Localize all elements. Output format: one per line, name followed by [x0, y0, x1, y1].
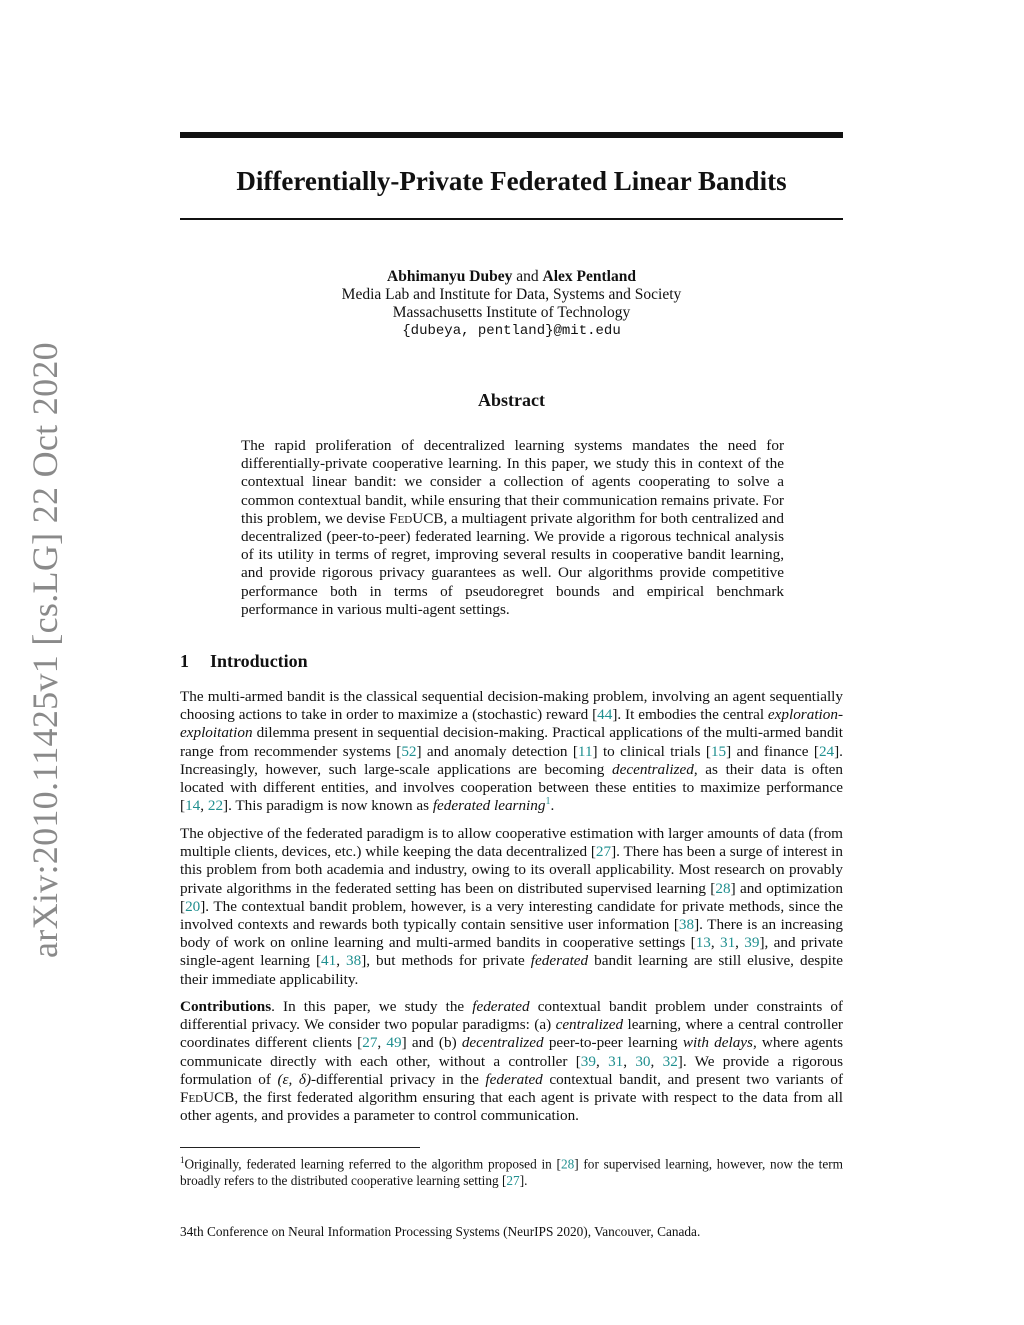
citation-link[interactable]: 41 [321, 952, 337, 970]
citation-link[interactable]: 15 [710, 742, 727, 760]
arxiv-identifier: arXiv:2010.11425v1 [cs.LG] 22 Oct 2020 [25, 342, 65, 958]
contributions-paragraph: Contributions. In this paper, we study the federated contextual bandit problem under constraints of differential privacy. We consider two popular paradigms: (a) centralized learning, where a central controller coordinates different clients [27, 49] and (b) decentralized peer-to-peer learning with delays, where agents communicate directly with each other, without a controller [39, 31, 30, 32]. We provide a rigorous formulation of (ε, δ)-differential privacy in the federated contextual bandit, and present two variants of FedUCB, the first federated algorithm ensuring that each agent is private with respect to the data from all other agents, and provides a parameter to control communication. [180, 998, 844, 1125]
title-rule-bottom [180, 218, 843, 220]
conference-footer: 34th Conference on Neural Information Processing Systems (NeurIPS 2020), Vancouver, Canada. [180, 1224, 701, 1239]
citation-link[interactable]: 22 [207, 797, 224, 815]
citation-link[interactable]: 31 [719, 934, 736, 952]
citation-link[interactable]: 14 [185, 797, 201, 815]
citation-link[interactable]: 24 [818, 742, 835, 760]
citation-link[interactable]: 28 [560, 1156, 575, 1172]
citation-link[interactable]: 39 [744, 934, 760, 952]
abstract-text: The rapid proliferation of decentralized learning systems mandates the need for differentially-private cooperative learning. In this paper, we study this in context of the contextual linear bandit: we consider a collection of agents cooperating to solve a common contextual bandit, while ensuring that their communication remains private. For this problem, we devise FedUCB, a multiagent private algorithm for both centralized and decentralized (peer-to-peer) federated learning. We provide a rigorous technical analysis of its utility in terms of regret, improving several results in cooperative bandit learning, and provide rigorous privacy guarantees as well. Our algorithms provide competitive performance both in terms of pseudoregret bounds and empirical benchmark performance in various multi-agent settings. [241, 437, 784, 618]
footnote-marker-link[interactable]: 1 [545, 796, 551, 808]
citation-link[interactable]: 28 [715, 879, 731, 897]
author-2: Alex Pentland [542, 268, 636, 285]
citation-link[interactable]: 27 [362, 1034, 378, 1052]
section-heading-introduction [180, 650, 308, 672]
footnote-number: 1 [180, 1155, 185, 1165]
citation-link[interactable]: 30 [635, 1052, 651, 1070]
footnote-rule [180, 1147, 420, 1148]
intro-paragraph-2: The objective of the federated paradigm is to allow cooperative estimation with larger amounts of data (from multiple clients, devices, etc.) while keeping the data decentralized [27]. There has been a surge of interest in this problem from both academia and industry, owing to its overall applicability. Most research on provably private algorithms in the federated setting has been on distributed supervised learning [28] and optimization [20]. The contextual bandit problem, however, is a very interesting candidate for private methods, since the involved contexts and rewards both typically contain sensitive user information [38]. There is an increasing body of work on online learning and multi-armed bandits in cooperative settings [13, 31, 39], and private single-agent learning [41, 38], but methods for private federated bandit learning are still elusive, despite their immediate applicability. [180, 825, 843, 988]
affiliation-1: Media Lab and Institute for Data, Systems and Society [341, 286, 682, 303]
author-names [180, 268, 843, 286]
citation-link[interactable]: 11 [577, 742, 593, 760]
intro-paragraph-1: The multi-armed bandit is the classical sequential decision-making problem, involving an agent sequentially choosing actions to take in order to maximize a (stochastic) reward [44]. It embodies the central exploration-exploitation dilemma present in sequential decision-making. Practical applications of the multi-armed bandit range from recommender systems [52] and anomaly detection [11] to clinical trials [15] and finance [24]. Increasingly, however, such large-scale applications are becoming decentralized, as their data is often located with different entities, and involves cooperation between these entities to maximize performance [14, 22]. This paradigm is now known as federated learning$^1$. [180, 688, 843, 815]
affiliation-2: Massachusetts Institute of Technology [392, 304, 631, 321]
citation-link[interactable]: 20 [185, 897, 201, 915]
algorithm-name: FedUCB [180, 1089, 235, 1107]
abstract-heading: Abstract [478, 390, 545, 410]
citation-link[interactable]: 52 [401, 742, 417, 760]
section-number: 1 [180, 651, 189, 671]
citation-link[interactable]: 27 [506, 1172, 520, 1188]
author-email: {dubeya, pentland}@mit.edu [402, 323, 621, 339]
citation-link[interactable]: 38 [346, 952, 362, 970]
author-conjunction: and [516, 268, 539, 285]
footnote-1: $^1$Originally, federated learning referred to the algorithm proposed in [28] for supervised learning, however, now the term broadly refers to the distributed cooperative learning setting [27]. [180, 1155, 843, 1188]
author-1: Abhimanyu Dubey [387, 268, 513, 285]
author-block [180, 268, 843, 340]
citation-link[interactable]: 13 [695, 934, 711, 952]
citation-link[interactable]: 44 [597, 706, 613, 724]
citation-link[interactable]: 49 [386, 1034, 402, 1052]
citation-link[interactable]: 39 [580, 1052, 596, 1070]
contributions-lead: Contributions [180, 998, 272, 1015]
algorithm-name: FedUCB [389, 509, 444, 527]
citation-link[interactable]: 38 [678, 916, 695, 934]
title-rule-top [180, 132, 843, 138]
section-title: Introduction [210, 651, 308, 671]
arxiv-sidebar [20, 342, 70, 958]
paper-title: Differentially-Private Federated Linear Bandits [236, 166, 787, 196]
citation-link[interactable]: 32 [662, 1052, 678, 1070]
citation-link[interactable]: 27 [595, 843, 612, 861]
math-epsilon-delta: (ε, δ) [277, 1070, 312, 1088]
citation-link[interactable]: 31 [608, 1052, 624, 1070]
